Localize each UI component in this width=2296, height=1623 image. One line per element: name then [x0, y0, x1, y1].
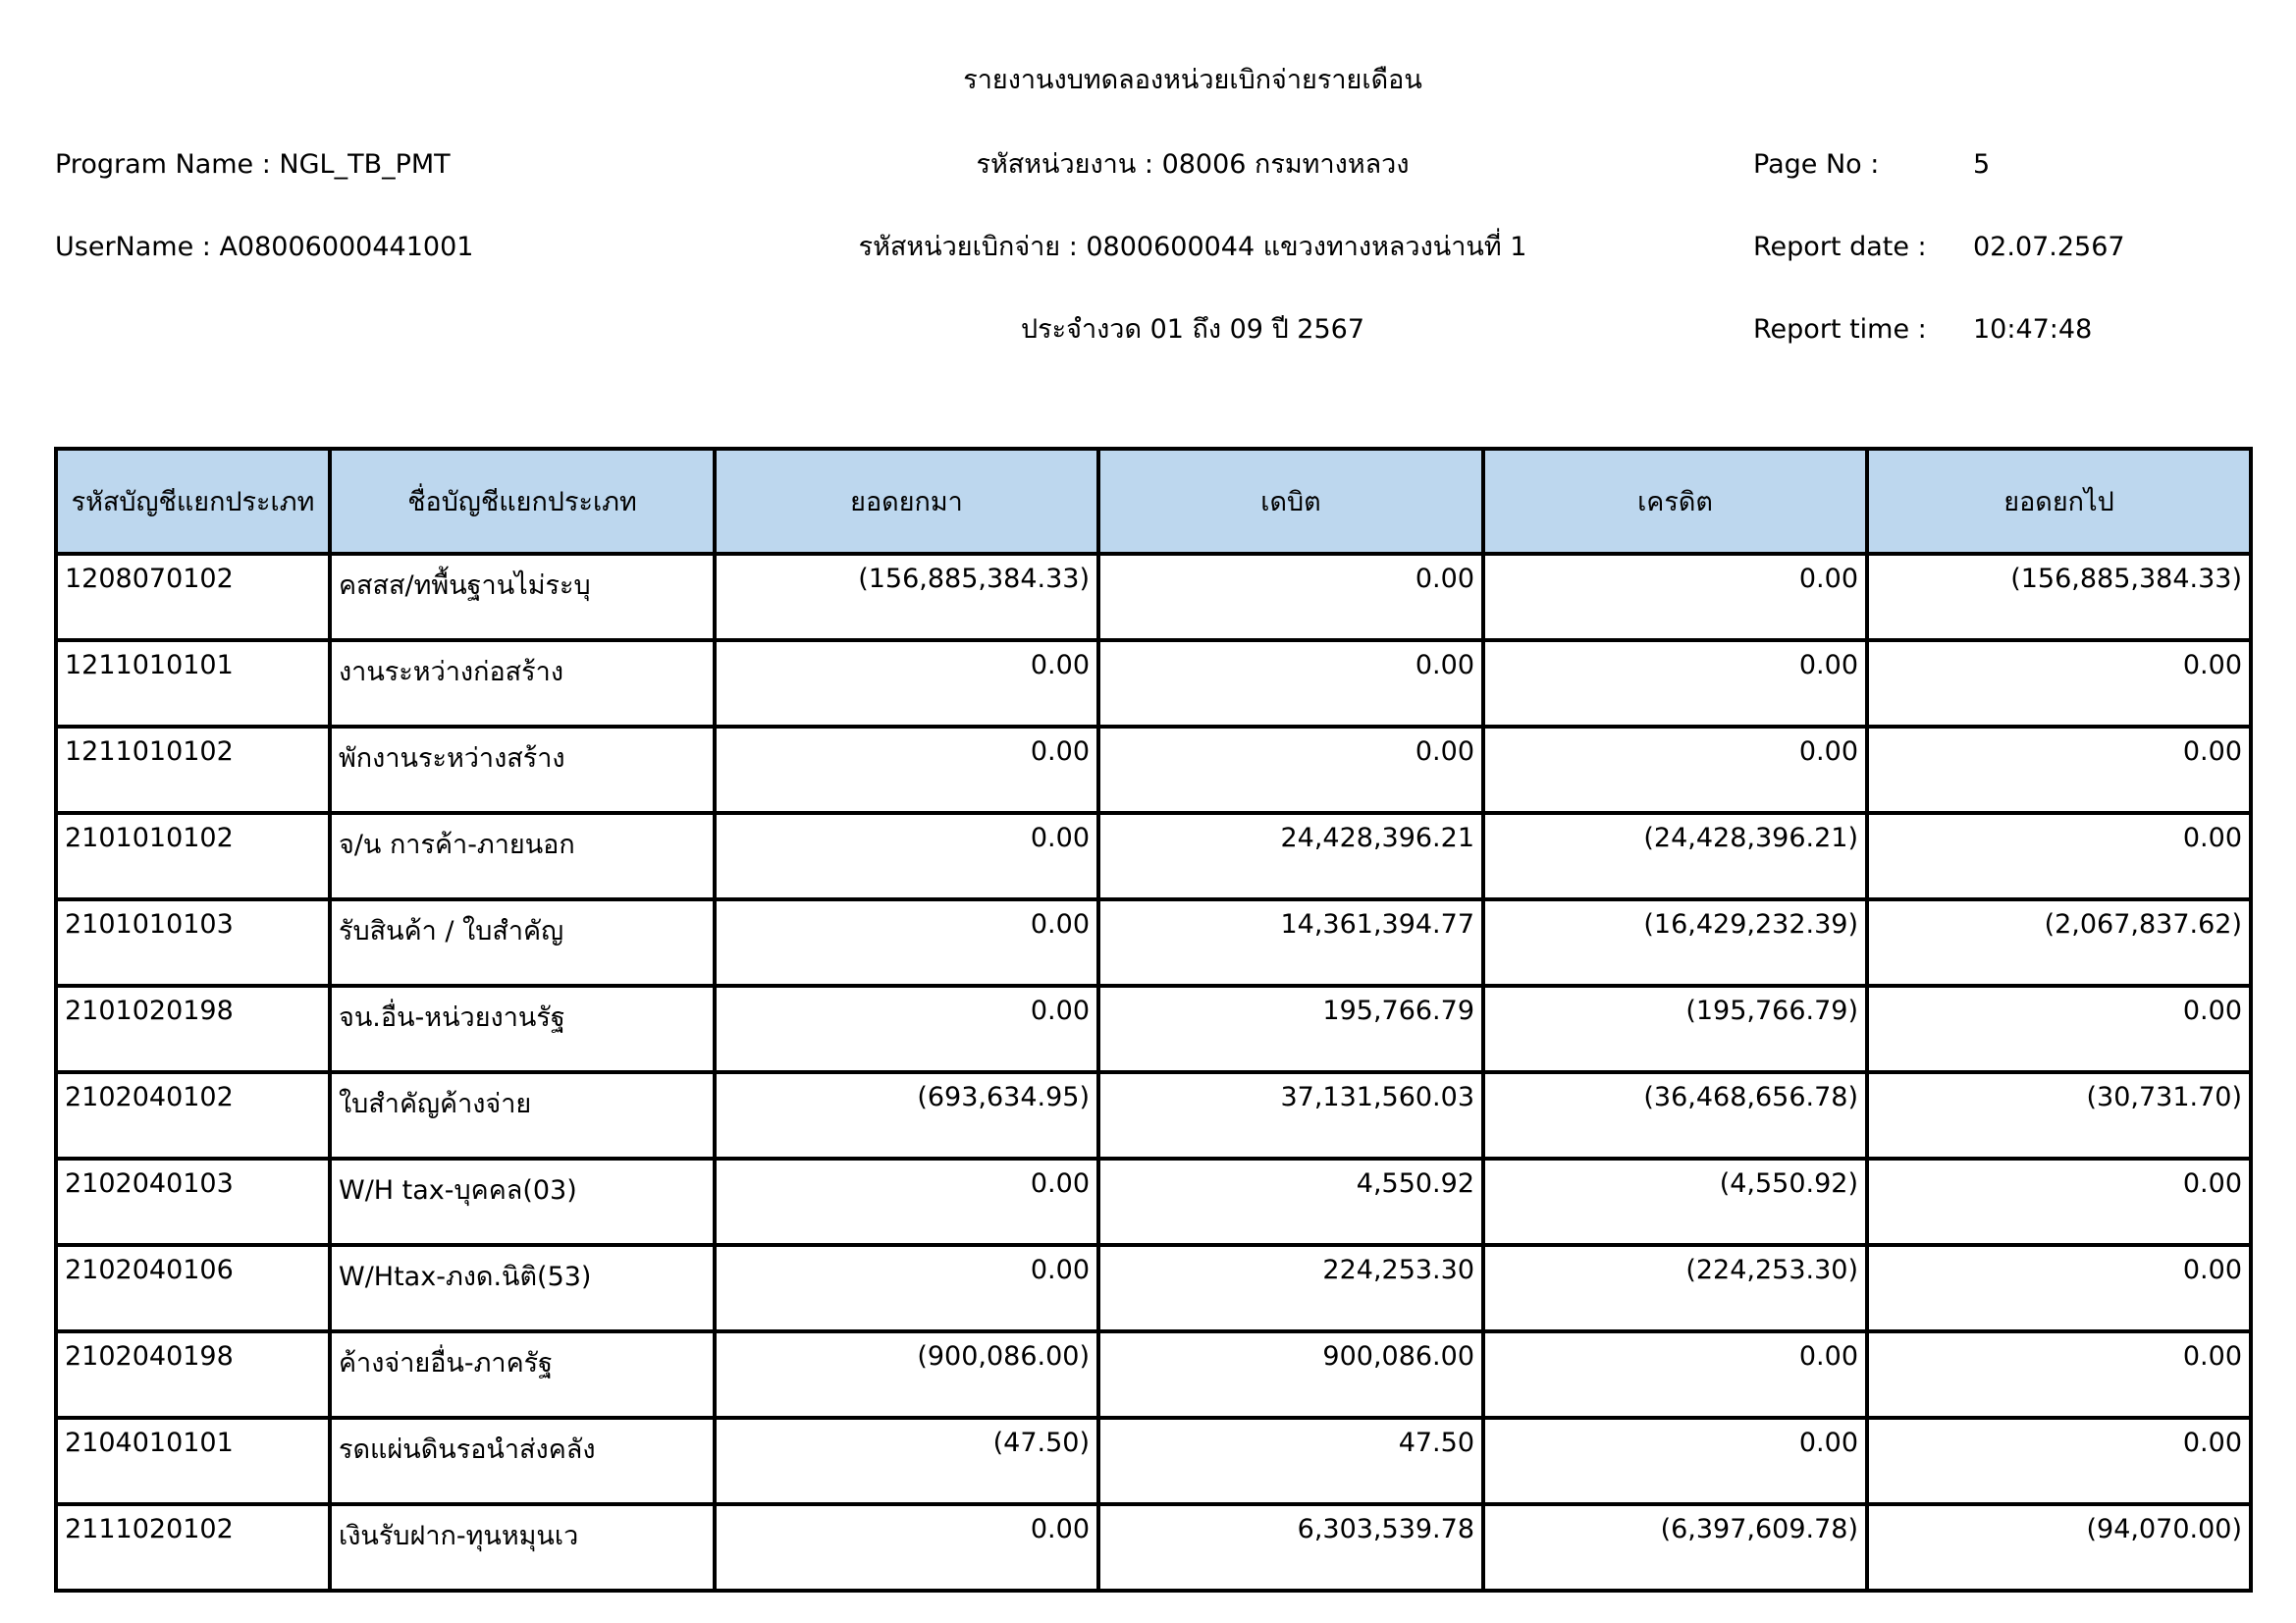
debit-cell: 0.00 — [1098, 640, 1483, 727]
page-no-label: Page No : — [1753, 149, 1880, 180]
trial-balance-table — [54, 447, 2253, 1593]
account-code-cell: 2102040198 — [56, 1331, 330, 1418]
debit-cell: 6,303,539.78 — [1098, 1504, 1483, 1591]
opening-balance-cell: 0.00 — [715, 986, 1098, 1072]
table-header-row — [56, 449, 2251, 554]
account-name-cell: เงินรับฝาก-ทุนหมุนเว — [330, 1504, 715, 1591]
credit-cell: (4,550.92) — [1483, 1159, 1867, 1245]
column-header-opening-balance: ยอดยกมา — [715, 449, 1098, 554]
credit-cell: 0.00 — [1483, 554, 1867, 640]
table-row — [56, 1072, 2251, 1159]
column-header-credit: เครดิต — [1483, 449, 1867, 554]
closing-balance-cell: 0.00 — [1867, 1331, 2251, 1418]
closing-balance-cell: 0.00 — [1867, 727, 2251, 813]
table-row — [56, 1331, 2251, 1418]
column-header-debit: เดบิต — [1098, 449, 1483, 554]
debit-cell: 14,361,394.77 — [1098, 899, 1483, 986]
user-name: UserName : A08006000441001 — [55, 232, 474, 262]
report-time-value: 10:47:48 — [1973, 314, 2093, 345]
account-code-cell: 1211010102 — [56, 727, 330, 813]
table-row — [56, 554, 2251, 640]
opening-balance-cell: 0.00 — [715, 1504, 1098, 1591]
account-name-cell: รับสินค้า / ใบสำคัญ — [330, 899, 715, 986]
account-name-cell: งานระหว่างก่อสร้าง — [330, 640, 715, 727]
account-code-cell: 2101020198 — [56, 986, 330, 1072]
opening-balance-cell: 0.00 — [715, 1245, 1098, 1331]
debit-cell: 0.00 — [1098, 554, 1483, 640]
account-name-cell: คสสส/ทพื้นฐานไม่ระบุ — [330, 554, 715, 640]
credit-cell: (16,429,232.39) — [1483, 899, 1867, 986]
closing-balance-cell: 0.00 — [1867, 640, 2251, 727]
closing-balance-cell: (2,067,837.62) — [1867, 899, 2251, 986]
debit-cell: 37,131,560.03 — [1098, 1072, 1483, 1159]
credit-cell: 0.00 — [1483, 727, 1867, 813]
debit-cell: 900,086.00 — [1098, 1331, 1483, 1418]
closing-balance-cell: 0.00 — [1867, 1245, 2251, 1331]
agency-code: รหัสหน่วยงาน : 08006 กรมทางหลวง — [976, 149, 1410, 180]
account-name-cell: จ/น การค้า-ภายนอก — [330, 813, 715, 899]
closing-balance-cell: 0.00 — [1867, 1159, 2251, 1245]
debit-cell: 0.00 — [1098, 727, 1483, 813]
opening-balance-cell: (693,634.95) — [715, 1072, 1098, 1159]
table-row — [56, 1504, 2251, 1591]
opening-balance-cell: (47.50) — [715, 1418, 1098, 1504]
account-code-cell: 2104010101 — [56, 1418, 330, 1504]
closing-balance-cell: 0.00 — [1867, 813, 2251, 899]
credit-cell: (195,766.79) — [1483, 986, 1867, 1072]
table-row — [56, 1245, 2251, 1331]
account-code-cell: 1208070102 — [56, 554, 330, 640]
credit-cell: 0.00 — [1483, 1418, 1867, 1504]
debit-cell: 195,766.79 — [1098, 986, 1483, 1072]
account-code-cell: 2102040106 — [56, 1245, 330, 1331]
credit-cell: (24,428,396.21) — [1483, 813, 1867, 899]
account-name-cell: จน.อื่น-หน่วยงานรัฐ — [330, 986, 715, 1072]
account-code-cell: 2101010103 — [56, 899, 330, 986]
opening-balance-cell: 0.00 — [715, 727, 1098, 813]
opening-balance-cell: (156,885,384.33) — [715, 554, 1098, 640]
account-code-cell: 1211010101 — [56, 640, 330, 727]
table-row — [56, 640, 2251, 727]
account-code-cell: 2102040103 — [56, 1159, 330, 1245]
account-code-cell: 2111020102 — [56, 1504, 330, 1591]
account-code-cell: 2101010102 — [56, 813, 330, 899]
closing-balance-cell: 0.00 — [1867, 986, 2251, 1072]
disbursement-unit: รหัสหน่วยเบิกจ่าย : 0800600044 แขวงทางหลวงน่านที่ 1 — [858, 232, 1527, 262]
table-row — [56, 813, 2251, 899]
account-code-cell: 2102040102 — [56, 1072, 330, 1159]
account-name-cell: ค้างจ่ายอื่น-ภาครัฐ — [330, 1331, 715, 1418]
account-name-cell: พักงานระหว่างสร้าง — [330, 727, 715, 813]
closing-balance-cell: (156,885,384.33) — [1867, 554, 2251, 640]
closing-balance-cell: 0.00 — [1867, 1418, 2251, 1504]
opening-balance-cell: 0.00 — [715, 640, 1098, 727]
table-row — [56, 1159, 2251, 1245]
table-row — [56, 727, 2251, 813]
debit-cell: 24,428,396.21 — [1098, 813, 1483, 899]
report-period: ประจำงวด 01 ถึง 09 ปี 2567 — [1020, 314, 1365, 345]
page-no-value: 5 — [1973, 149, 1991, 180]
debit-cell: 224,253.30 — [1098, 1245, 1483, 1331]
debit-cell: 47.50 — [1098, 1418, 1483, 1504]
credit-cell: (6,397,609.78) — [1483, 1504, 1867, 1591]
credit-cell: (36,468,656.78) — [1483, 1072, 1867, 1159]
opening-balance-cell: 0.00 — [715, 1159, 1098, 1245]
opening-balance-cell: 0.00 — [715, 899, 1098, 986]
opening-balance-cell: 0.00 — [715, 813, 1098, 899]
account-name-cell: W/Htax-ภงด.นิติ(53) — [330, 1245, 715, 1331]
debit-cell: 4,550.92 — [1098, 1159, 1483, 1245]
table-row — [56, 899, 2251, 986]
column-header-closing-balance: ยอดยกไป — [1867, 449, 2251, 554]
program-name: Program Name : NGL_TB_PMT — [55, 149, 451, 180]
opening-balance-cell: (900,086.00) — [715, 1331, 1098, 1418]
report-date-label: Report date : — [1753, 232, 1927, 262]
report-time-label: Report time : — [1753, 314, 1927, 345]
column-header-account-name: ชื่อบัญชีแยกประเภท — [330, 449, 715, 554]
table-row — [56, 1418, 2251, 1504]
credit-cell: 0.00 — [1483, 640, 1867, 727]
table-row — [56, 986, 2251, 1072]
report-date-value: 02.07.2567 — [1973, 232, 2125, 262]
credit-cell: (224,253.30) — [1483, 1245, 1867, 1331]
closing-balance-cell: (30,731.70) — [1867, 1072, 2251, 1159]
credit-cell: 0.00 — [1483, 1331, 1867, 1418]
account-name-cell: รดแผ่นดินรอนำส่งคลัง — [330, 1418, 715, 1504]
report-title: รายงานงบทดลองหน่วยเบิกจ่ายรายเดือน — [963, 65, 1422, 95]
closing-balance-cell: (94,070.00) — [1867, 1504, 2251, 1591]
column-header-account-code: รหัสบัญชีแยกประเภท — [56, 449, 330, 554]
account-name-cell: ใบสำคัญค้างจ่าย — [330, 1072, 715, 1159]
account-name-cell: W/H tax-บุคคล(03) — [330, 1159, 715, 1245]
